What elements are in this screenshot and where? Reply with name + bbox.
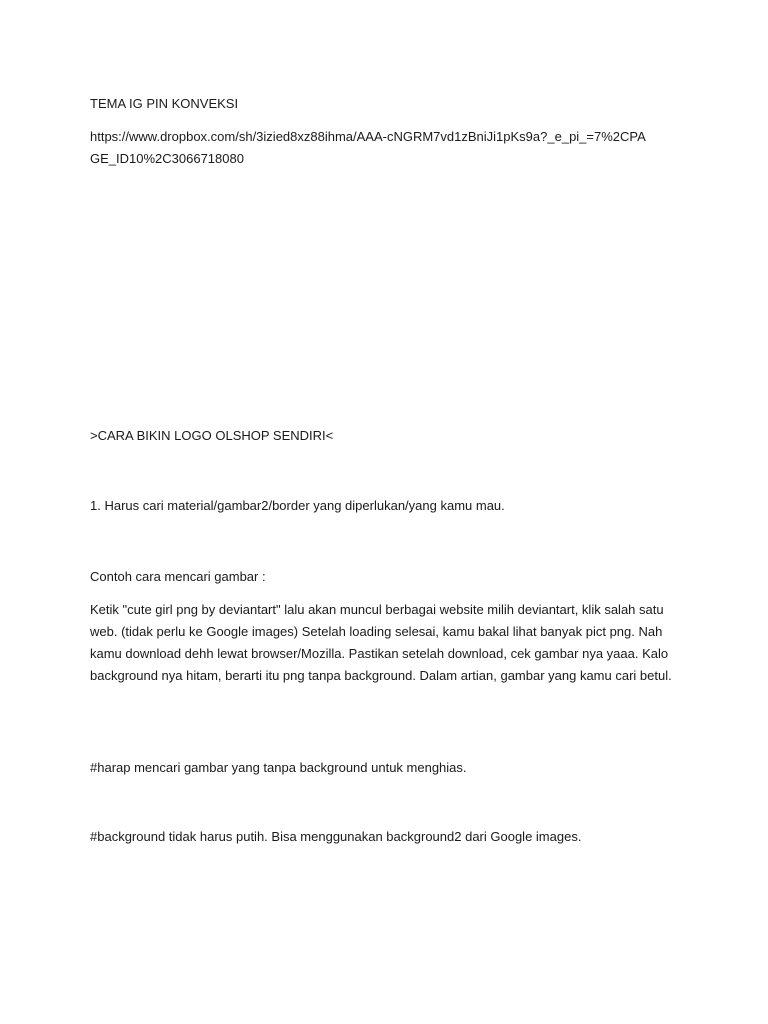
document-title: TEMA IG PIN KONVEKSI: [90, 96, 239, 111]
section-heading: >CARA BIKIN LOGO OLSHOP SENDIRI<: [90, 428, 334, 443]
example-label: Contoh cara mencari gambar :: [90, 569, 266, 584]
example-body-paragraph: Ketik "cute girl png by deviantart" lalu akan muncul berbagai website milih deviantart, klik salah satu web. (tidak perlu ke Google images) Setelah loading selesai, kamu bakal lihat banyak pict png. Nah kamu download dehh lewat browser/Mozilla. Pastikan setelah download, cek gambar nya yaaa. Kalo background nya hitam, berarti itu png tanpa background. Dalam artian, gambar yang kamu cari betul.: [90, 602, 672, 683]
step-1-text: 1. Harus cari material/gambar2/border yang diperlukan/yang kamu mau.: [90, 498, 505, 513]
note-background-source: #background tidak harus putih. Bisa menggunakan background2 dari Google images.: [90, 829, 582, 844]
dropbox-link[interactable]: https://www.dropbox.com/sh/3izied8xz88ihma/AAA-cNGRM7vd1zBniJi1pKs9a?_e_pi_=7%2CPAGE_ID10%2C3066718080: [90, 129, 646, 166]
note-no-background: #harap mencari gambar yang tanpa background untuk menghias.: [90, 760, 467, 775]
